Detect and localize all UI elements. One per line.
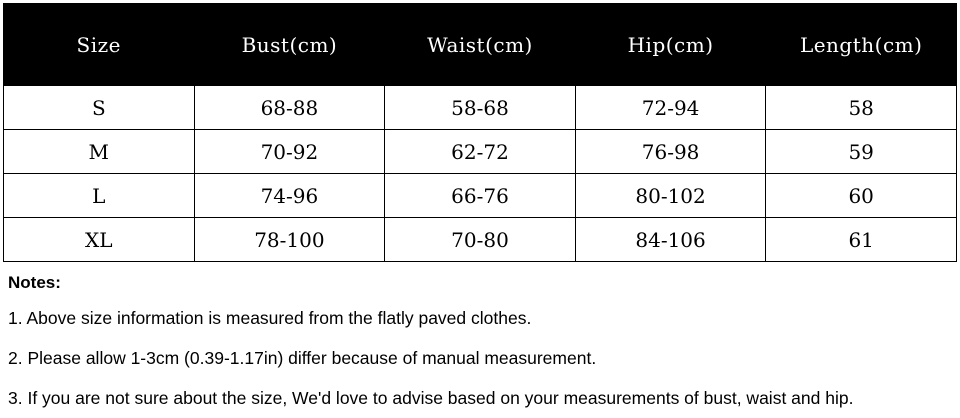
cell-waist: 62-72 xyxy=(385,130,576,174)
cell-hip: 72-94 xyxy=(575,86,766,130)
size-chart-header xyxy=(4,4,957,86)
header-size: Size xyxy=(4,4,195,86)
header-bust: Bust(cm) xyxy=(194,4,385,86)
note-item-3: 3. If you are not sure about the size, We'd love to advise based on your measurements of bust, waist and hip. xyxy=(8,388,854,408)
cell-length: 61 xyxy=(766,218,957,262)
note-item-2: 2. Please allow 1-3cm (0.39-1.17in) differ because of manual measurement. xyxy=(8,348,597,368)
cell-length: 60 xyxy=(766,174,957,218)
header-waist: Waist(cm) xyxy=(385,4,576,86)
table-row xyxy=(4,174,957,218)
notes-title: Notes: xyxy=(8,273,61,292)
cell-size: S xyxy=(4,86,195,130)
size-chart-body xyxy=(4,86,957,262)
size-chart-table xyxy=(3,3,957,262)
cell-length: 58 xyxy=(766,86,957,130)
cell-bust: 68-88 xyxy=(194,86,385,130)
cell-length: 59 xyxy=(766,130,957,174)
header-length: Length(cm) xyxy=(766,4,957,86)
cell-waist: 66-76 xyxy=(385,174,576,218)
header-row xyxy=(4,4,957,86)
cell-bust: 78-100 xyxy=(194,218,385,262)
cell-size: M xyxy=(4,130,195,174)
header-hip: Hip(cm) xyxy=(575,4,766,86)
cell-bust: 70-92 xyxy=(194,130,385,174)
cell-hip: 84-106 xyxy=(575,218,766,262)
notes-section xyxy=(8,268,958,418)
cell-hip: 76-98 xyxy=(575,130,766,174)
cell-waist: 70-80 xyxy=(385,218,576,262)
table-row xyxy=(4,130,957,174)
table-row xyxy=(4,218,957,262)
cell-size: L xyxy=(4,174,195,218)
cell-hip: 80-102 xyxy=(575,174,766,218)
cell-size: XL xyxy=(4,218,195,262)
cell-waist: 58-68 xyxy=(385,86,576,130)
table-row xyxy=(4,86,957,130)
note-item-1: 1. Above size information is measured from the flatly paved clothes. xyxy=(8,308,532,328)
cell-bust: 74-96 xyxy=(194,174,385,218)
